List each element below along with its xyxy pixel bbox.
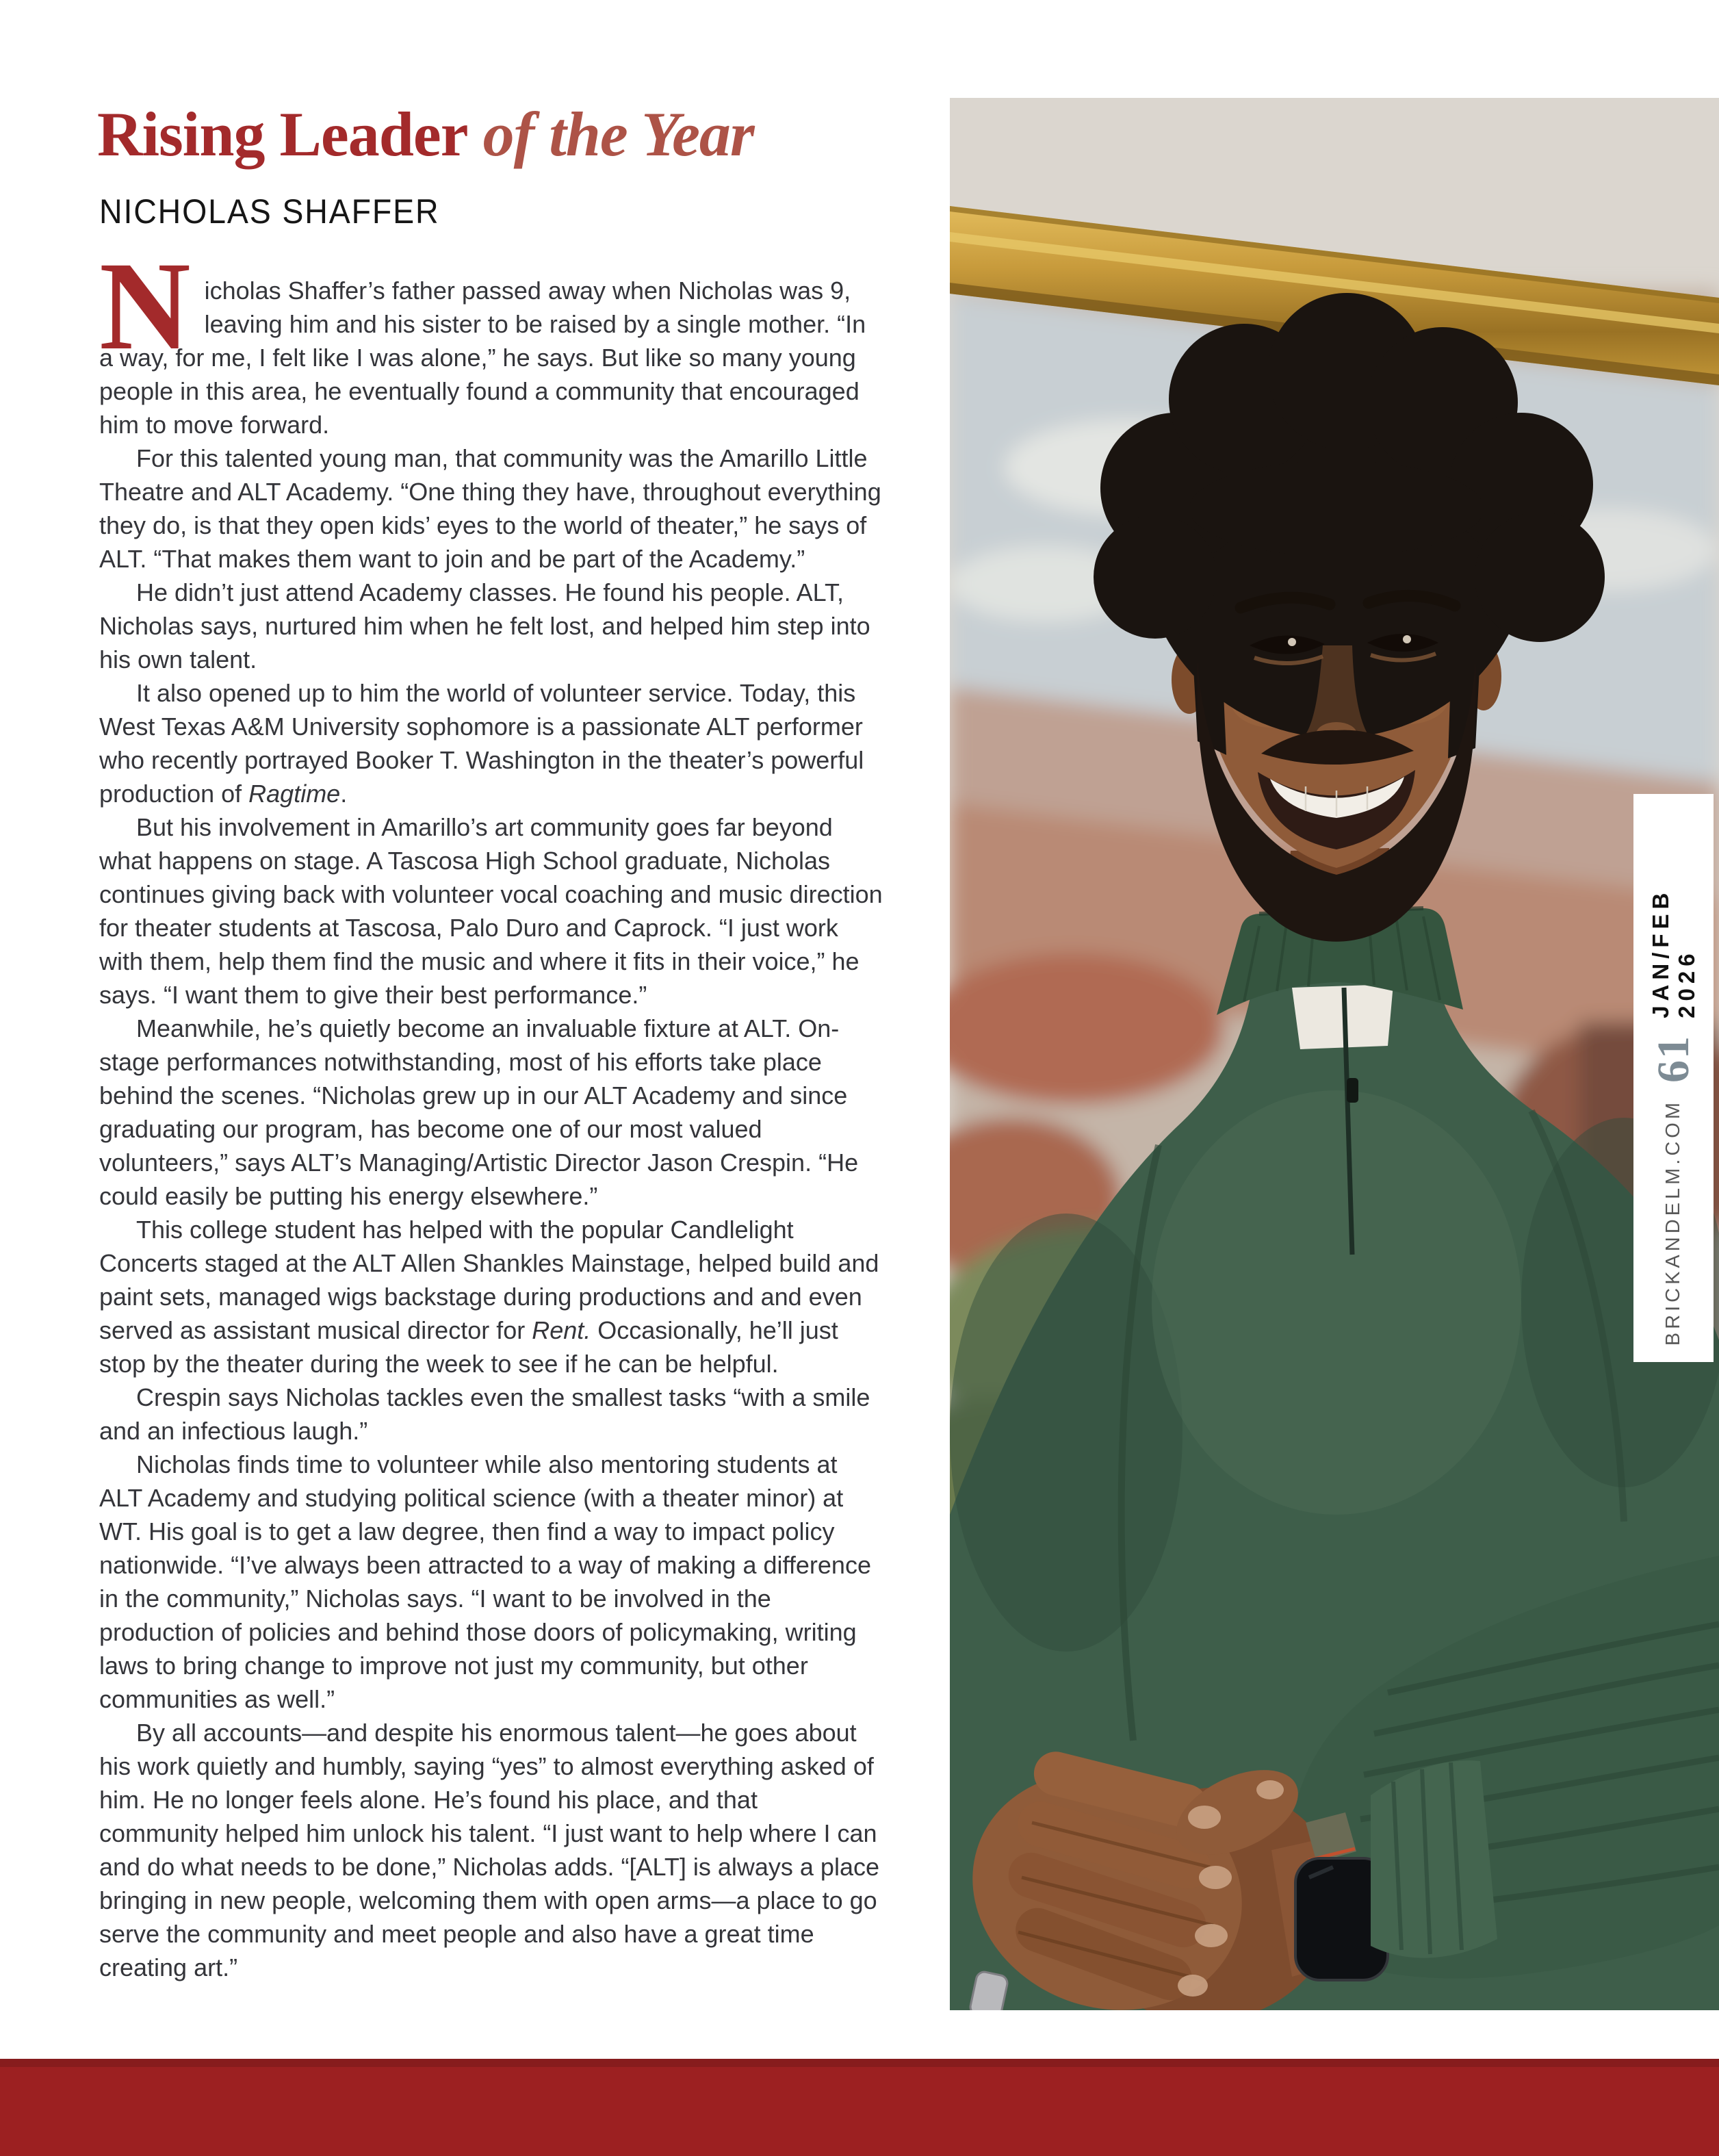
issue-sidebar: [1633, 794, 1714, 1362]
article-paragraph: Crespin says Nicholas tackles even the smallest tasks “with a smile and an infectious laugh.”: [99, 1383, 870, 1445]
article-paragraph: This college student has helped with the popular Candlelight Concerts staged at the ALT Allen Shankles Mainstage, helped build and paint sets, managed wigs backstage during productions and and even served as assistant musical director for Rent. Occasionally, he’ll just stop by the theater during the week to see if he can be helpful.: [99, 1216, 879, 1378]
zipper-pull: [1347, 1078, 1358, 1103]
article-body: [99, 236, 883, 1984]
page-title: [97, 101, 754, 168]
title-main: Rising Leader: [97, 99, 468, 169]
sleeve-cuff: [1371, 1760, 1497, 1958]
article-paragraph: By all accounts—and despite his enormous talent—he goes about his work quietly and humbly, saying “yes” to almost everything asked of him. He no longer feels alone. He’s found his place, and that community helped him unlock his talent. “I just want to help where I can and do what needs to be done,” Nicholas adds. “[ALT] is always a place bringing in new people, welcoming them with open arms—a place to go serve the community and meet people and also have a great time creating art.”: [99, 1719, 879, 1981]
article-paragraph: Nicholas Shaffer’s father passed away when Nicholas was 9, leaving him and his sister to be raised by a single mother. “In a way, for me, I felt like I was alone,” he says. But like so many young people in this area, he eventually found a community that encouraged him to move forward.: [99, 236, 866, 439]
portrait-photo: [950, 98, 1719, 2010]
article-paragraph: Meanwhile, he’s quietly become an invaluable fixture at ALT. On-stage performances notwithstanding, most of his efforts take place behind the scenes. “Nicholas grew up in our ALT Academy and since graduating our program, has become one of our most valued volunteers,” says ALT’s Managing/Artistic Director Jason Crespin. “He could easily be putting his energy elsewhere.”: [99, 1014, 859, 1210]
article-paragraph: He didn’t just attend Academy classes. He found his people. ALT, Nicholas says, nurtured him when he felt lost, and helped him step into his own talent.: [99, 578, 870, 673]
subtitle: [99, 193, 465, 231]
drop-cap: N: [99, 236, 191, 376]
article-paragraph: But his involvement in Amarillo’s art community goes far beyond what happens on stage. A Tascosa High School graduate, Nicholas continues giving back with volunteer vocal coaching and music direction for theater students at Tascosa, Palo Duro and Caprock. “I just work with them, help them find the music and where it fits in their voice,” he says. “I want them to give their best performance.”: [99, 813, 883, 1009]
subtitle-text: NICHOLAS SHAFFER: [99, 192, 440, 231]
article-paragraph: For this talented young man, that community was the Amarillo Little Theatre and ALT Academy. “One thing they have, throughout everything they do, is that they open kids’ eyes to the world of theater,” he says of ALT. “That makes them want to join and be part of the Academy.”: [99, 444, 881, 573]
article-paragraph: Nicholas finds time to volunteer while also mentoring students at ALT Academy and studying political science (with a theater minor) at WT. His goal is to get a law degree, then find a way to impact policy nationwide. “I’ve always been attracted to a way of making a difference in the community,” Nicholas says. “I want to be involved in the production of policies and behind those doors of policymaking, writing laws to bring change to improve not just my community, but other communities as well.”: [99, 1450, 871, 1713]
title-italic: of the Year: [467, 99, 754, 169]
website-url: BRICKANDELM.COM: [1662, 1099, 1684, 1346]
page-number: 61: [1648, 1034, 1698, 1083]
footer-red-bar: [0, 2059, 1719, 2156]
issue-date: JAN/FEB 2026: [1647, 888, 1699, 1018]
article-paragraph: It also opened up to him the world of volunteer service. Today, this West Texas A&M University sophomore is a passionate ALT performer who recently portrayed Booker T. Washington in the theater’s powerful production of Ragtime.: [99, 679, 864, 808]
